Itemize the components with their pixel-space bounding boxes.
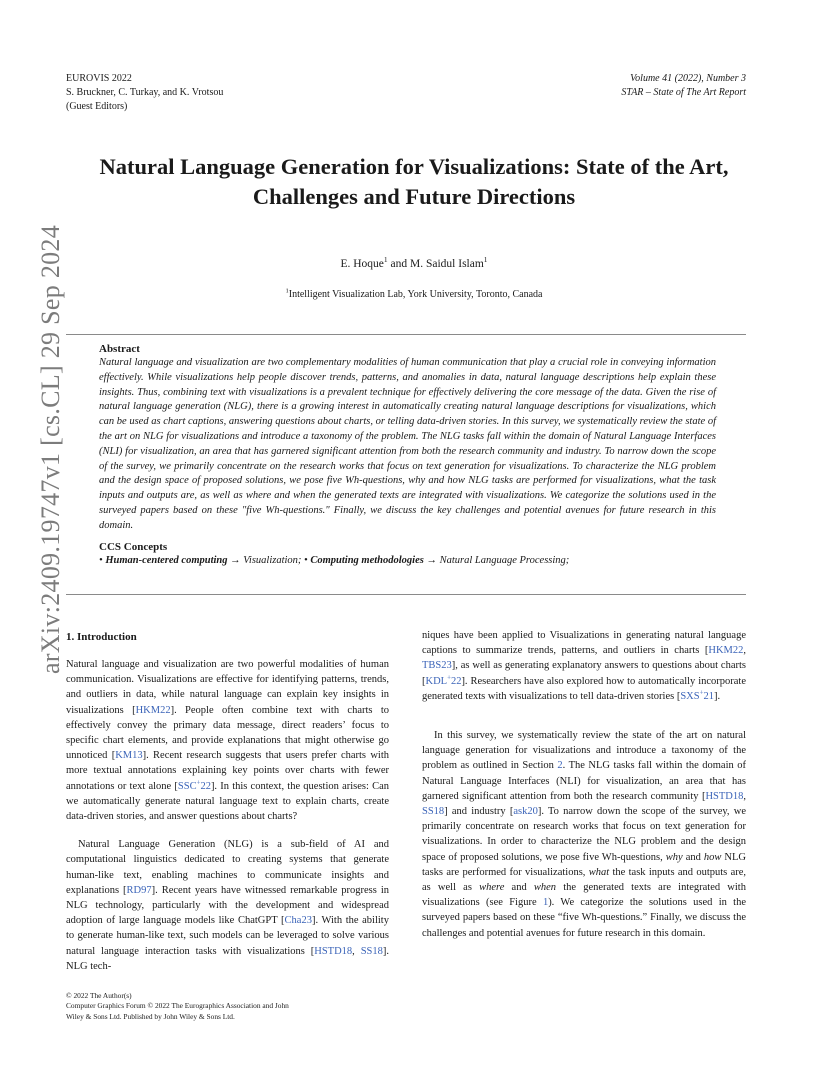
- citation-link[interactable]: RD97: [126, 884, 152, 896]
- guest-editors: S. Bruckner, C. Turkay, and K. Vrotsou: [66, 87, 224, 98]
- text-run: Natural language and visualization are two powerful modalities of human communication. Visualizations are effective for identifying patterns, trends, and outliers in data, while natural language can explain key insights in visualizations [: [66, 659, 389, 716]
- author-name: E. Hoque: [340, 258, 384, 270]
- citation-superscript[interactable]: +: [447, 674, 451, 682]
- text-run: the task inputs and outputs are, as well as: [422, 866, 747, 894]
- text-run: ]. People often combine text with charts to effectively convey the primary data message, direct readers’ focus to specific chart elements, and provide explanations that might otherwise go unnoticed [: [66, 704, 389, 762]
- citation-superscript[interactable]: +: [196, 779, 201, 787]
- text-run: and: [682, 851, 704, 863]
- citation-link[interactable]: 2: [557, 760, 563, 772]
- citation-link[interactable]: HSTD18: [705, 790, 744, 802]
- text-run: ]. To narrow down the scope of the survey, we primarily concentrate on research works that focus on text generation for visualizations. In order to characterize the NLG problem and the design space of proposed solutions, we pose five Wh-questions,: [422, 806, 746, 863]
- author-name: and M. Saidul Islam: [387, 258, 484, 270]
- citation-link[interactable]: KM13: [115, 750, 143, 762]
- citation-link[interactable]: TBS23: [422, 660, 452, 672]
- text-run: and: [504, 882, 534, 894]
- emphasis: where: [479, 882, 505, 894]
- affiliation-text: Intelligent Visualization Lab, York University, Toronto, Canada: [288, 289, 543, 300]
- title-line-1: Natural Language Generation for Visualizations: State of the Art,: [99, 154, 729, 179]
- citation-link[interactable]: SS18: [422, 806, 445, 818]
- text-run: ]. Recent research suggests that users prefer charts with more textual annotations explaining key points over charts with fewer annotations or text alone [: [66, 750, 389, 792]
- abstract-section: [99, 342, 716, 568]
- ccs-term: Human-centered computing: [105, 554, 228, 566]
- arrow: →: [423, 554, 440, 566]
- citation-link[interactable]: ask20: [513, 806, 538, 818]
- copyright-line: Computer Graphics Forum © 2022 The Eurographics Association and John: [66, 1001, 289, 1011]
- citation-link[interactable]: KDL: [425, 675, 448, 687]
- citation-link[interactable]: 22: [200, 780, 211, 792]
- copyright-line: © 2022 The Author(s): [66, 991, 132, 1000]
- divider: [66, 334, 746, 335]
- paragraph: [422, 728, 746, 941]
- copyright-line: Wiley & Sons Ltd. Published by John Wiley & Sons Ltd.: [66, 1011, 235, 1021]
- text-run: ]. NLG tech-: [66, 945, 390, 972]
- citation-link[interactable]: 21: [703, 690, 714, 702]
- citation-link[interactable]: SS18: [360, 945, 383, 957]
- text-run: ], as well as generating explanatory answers to questions about charts [: [422, 660, 746, 687]
- affiliation-marker: 1: [383, 255, 388, 265]
- text-run: NLG tasks are performed for visualizations,: [422, 851, 746, 878]
- text-run: ]. With the ability to generate human-like text, such models can be leveraged to solve various natural language interaction tasks with visualizations [: [66, 915, 389, 957]
- abstract-text: Natural language and visualization are two complementary modalities of human communication that play a crucial role in conveying information effectively. While visualizations help people discover trends, patterns, and anomalies in data, natural language descriptions help explain these insights. Thus, combining text with visualizations is a prevalent technique for effectively delivering the core message of the data. Given the rise of natural language generation (NLG), there is a growing interest in automatically creating natural language descriptions for visualizations, which can be used as chart captions, answering questions about charts, or telling data-driven stories. In this survey, we systematically review the state of the art on NLG for visualizations and introduce a taxonomy of the problem. The NLG tasks fall within the domain of Natural Language Interfaces (NLI) for visualization, an area that has garnered significant attention from both the research community and industry. To narrow down the scope of the survey, we primarily concentrate on the research works that focus on text generation for visualizations. To characterize the NLG problem and the design space of proposed solutions, we pose five Wh-questions, why and how NLG tasks are performed for visualizations, what the task inputs and outputs are, as well as where and when the generated texts are integrated with visualizations. We categorize the solutions used in the surveyed papers based on these "five Wh-questions." Finally, we discuss the key challenges and potential avenues for future research in this domain.: [99, 357, 716, 531]
- affiliation: [0, 289, 828, 300]
- text-run: . The NLG tasks fall within the domain of Natural Language Interfaces (NLI) for visualization, an area that has garnered significant attention from both the research community [: [422, 760, 746, 802]
- text-run: ]. Researchers have also explored how to automatically incorporate generated texts with visualizations to tell data-driven stories [: [422, 675, 746, 702]
- text-run: ].: [713, 690, 721, 702]
- citation-link[interactable]: HKM22: [135, 704, 171, 716]
- affiliation-marker: 1: [285, 287, 289, 295]
- citation-link[interactable]: 22: [450, 675, 462, 687]
- bullet: •: [99, 554, 106, 566]
- journal-header-right: [621, 72, 746, 100]
- ccs-concepts: [99, 554, 716, 568]
- text-run: ] and industry [: [444, 806, 514, 818]
- text-run: ,: [352, 945, 361, 957]
- bullet: •: [304, 554, 311, 566]
- text-run: ]. In this context, the question arises: Can we automatically generate natural language text to explain charts, create data-driven stories, and answer questions about charts?: [66, 780, 389, 823]
- citation-link[interactable]: HSTD18: [314, 945, 353, 957]
- conference-name: EUROVIS 2022: [66, 73, 132, 84]
- ccs-heading: CCS Concepts: [99, 540, 168, 553]
- report-type: STAR – State of The Art Report: [621, 87, 746, 98]
- text-run: the generated texts are integrated with visualizations (see Figure: [422, 882, 746, 909]
- arrow: →: [227, 554, 244, 566]
- section-heading: 1. Introduction: [66, 631, 137, 643]
- text-run: ). We categorize the solutions used in the surveyed papers based on these “five Wh-questions.” Finally, we discuss the challenges and potential avenues for future research in this domain.: [422, 897, 746, 939]
- text-run: ]. Recent years have witnessed remarkable progress in NLG technology, particularly with the development and widespread adoption of large language models like ChatGPT [: [66, 884, 389, 927]
- citation-superscript[interactable]: +: [699, 689, 704, 697]
- divider: [66, 594, 746, 595]
- emphasis: what: [588, 866, 610, 878]
- ccs-subterm: Visualization;: [243, 554, 305, 566]
- volume-info: Volume 41 (2022), Number 3: [630, 73, 746, 84]
- text-run: ,: [743, 645, 746, 657]
- arxiv-stamp: arXiv:2409.19747v1 [cs.CL] 29 Sep 2024: [36, 224, 65, 674]
- abstract-heading: Abstract: [99, 343, 140, 355]
- ccs-term: Computing methodologies: [310, 554, 424, 566]
- ccs-subterm: Natural Language Processing;: [439, 554, 570, 566]
- guest-editors-label: (Guest Editors): [66, 101, 128, 112]
- title-line-2: Challenges and Future Directions: [252, 184, 576, 209]
- citation-link[interactable]: 1: [542, 897, 549, 909]
- emphasis: when: [533, 882, 557, 894]
- citation-link[interactable]: SSC: [177, 780, 197, 792]
- affiliation-marker: 1: [483, 255, 488, 265]
- author-list: [0, 255, 828, 270]
- emphasis: why: [665, 851, 683, 863]
- text-run: In this survey, we systematically review the state of the art on natural language generation for visualizations and introduce a taxonomy of the problem as outlined in Section: [422, 730, 746, 772]
- text-run: ,: [743, 790, 746, 802]
- citation-link[interactable]: Cha23: [284, 915, 312, 927]
- paragraph: [66, 837, 389, 974]
- journal-header-left: [66, 72, 223, 114]
- copyright-footer: [66, 991, 289, 1022]
- right-column: [422, 628, 746, 941]
- paragraph: [66, 657, 389, 824]
- emphasis: how: [703, 851, 722, 863]
- paragraph: [422, 628, 746, 704]
- citation-link[interactable]: HKM22: [708, 645, 744, 657]
- left-column: [66, 630, 389, 974]
- text-run: Natural Language Generation (NLG) is a sub-field of AI and computational linguistics dedicated to creating systems that generate human-like text, enabling machines to communicate insights and explanations [: [66, 839, 389, 896]
- paper-title: [60, 152, 768, 212]
- text-run: niques have been applied to Visualizations in generating natural language captions to summarize trends, patterns, and outliers in charts [: [422, 630, 746, 657]
- citation-link[interactable]: SXS: [680, 690, 700, 702]
